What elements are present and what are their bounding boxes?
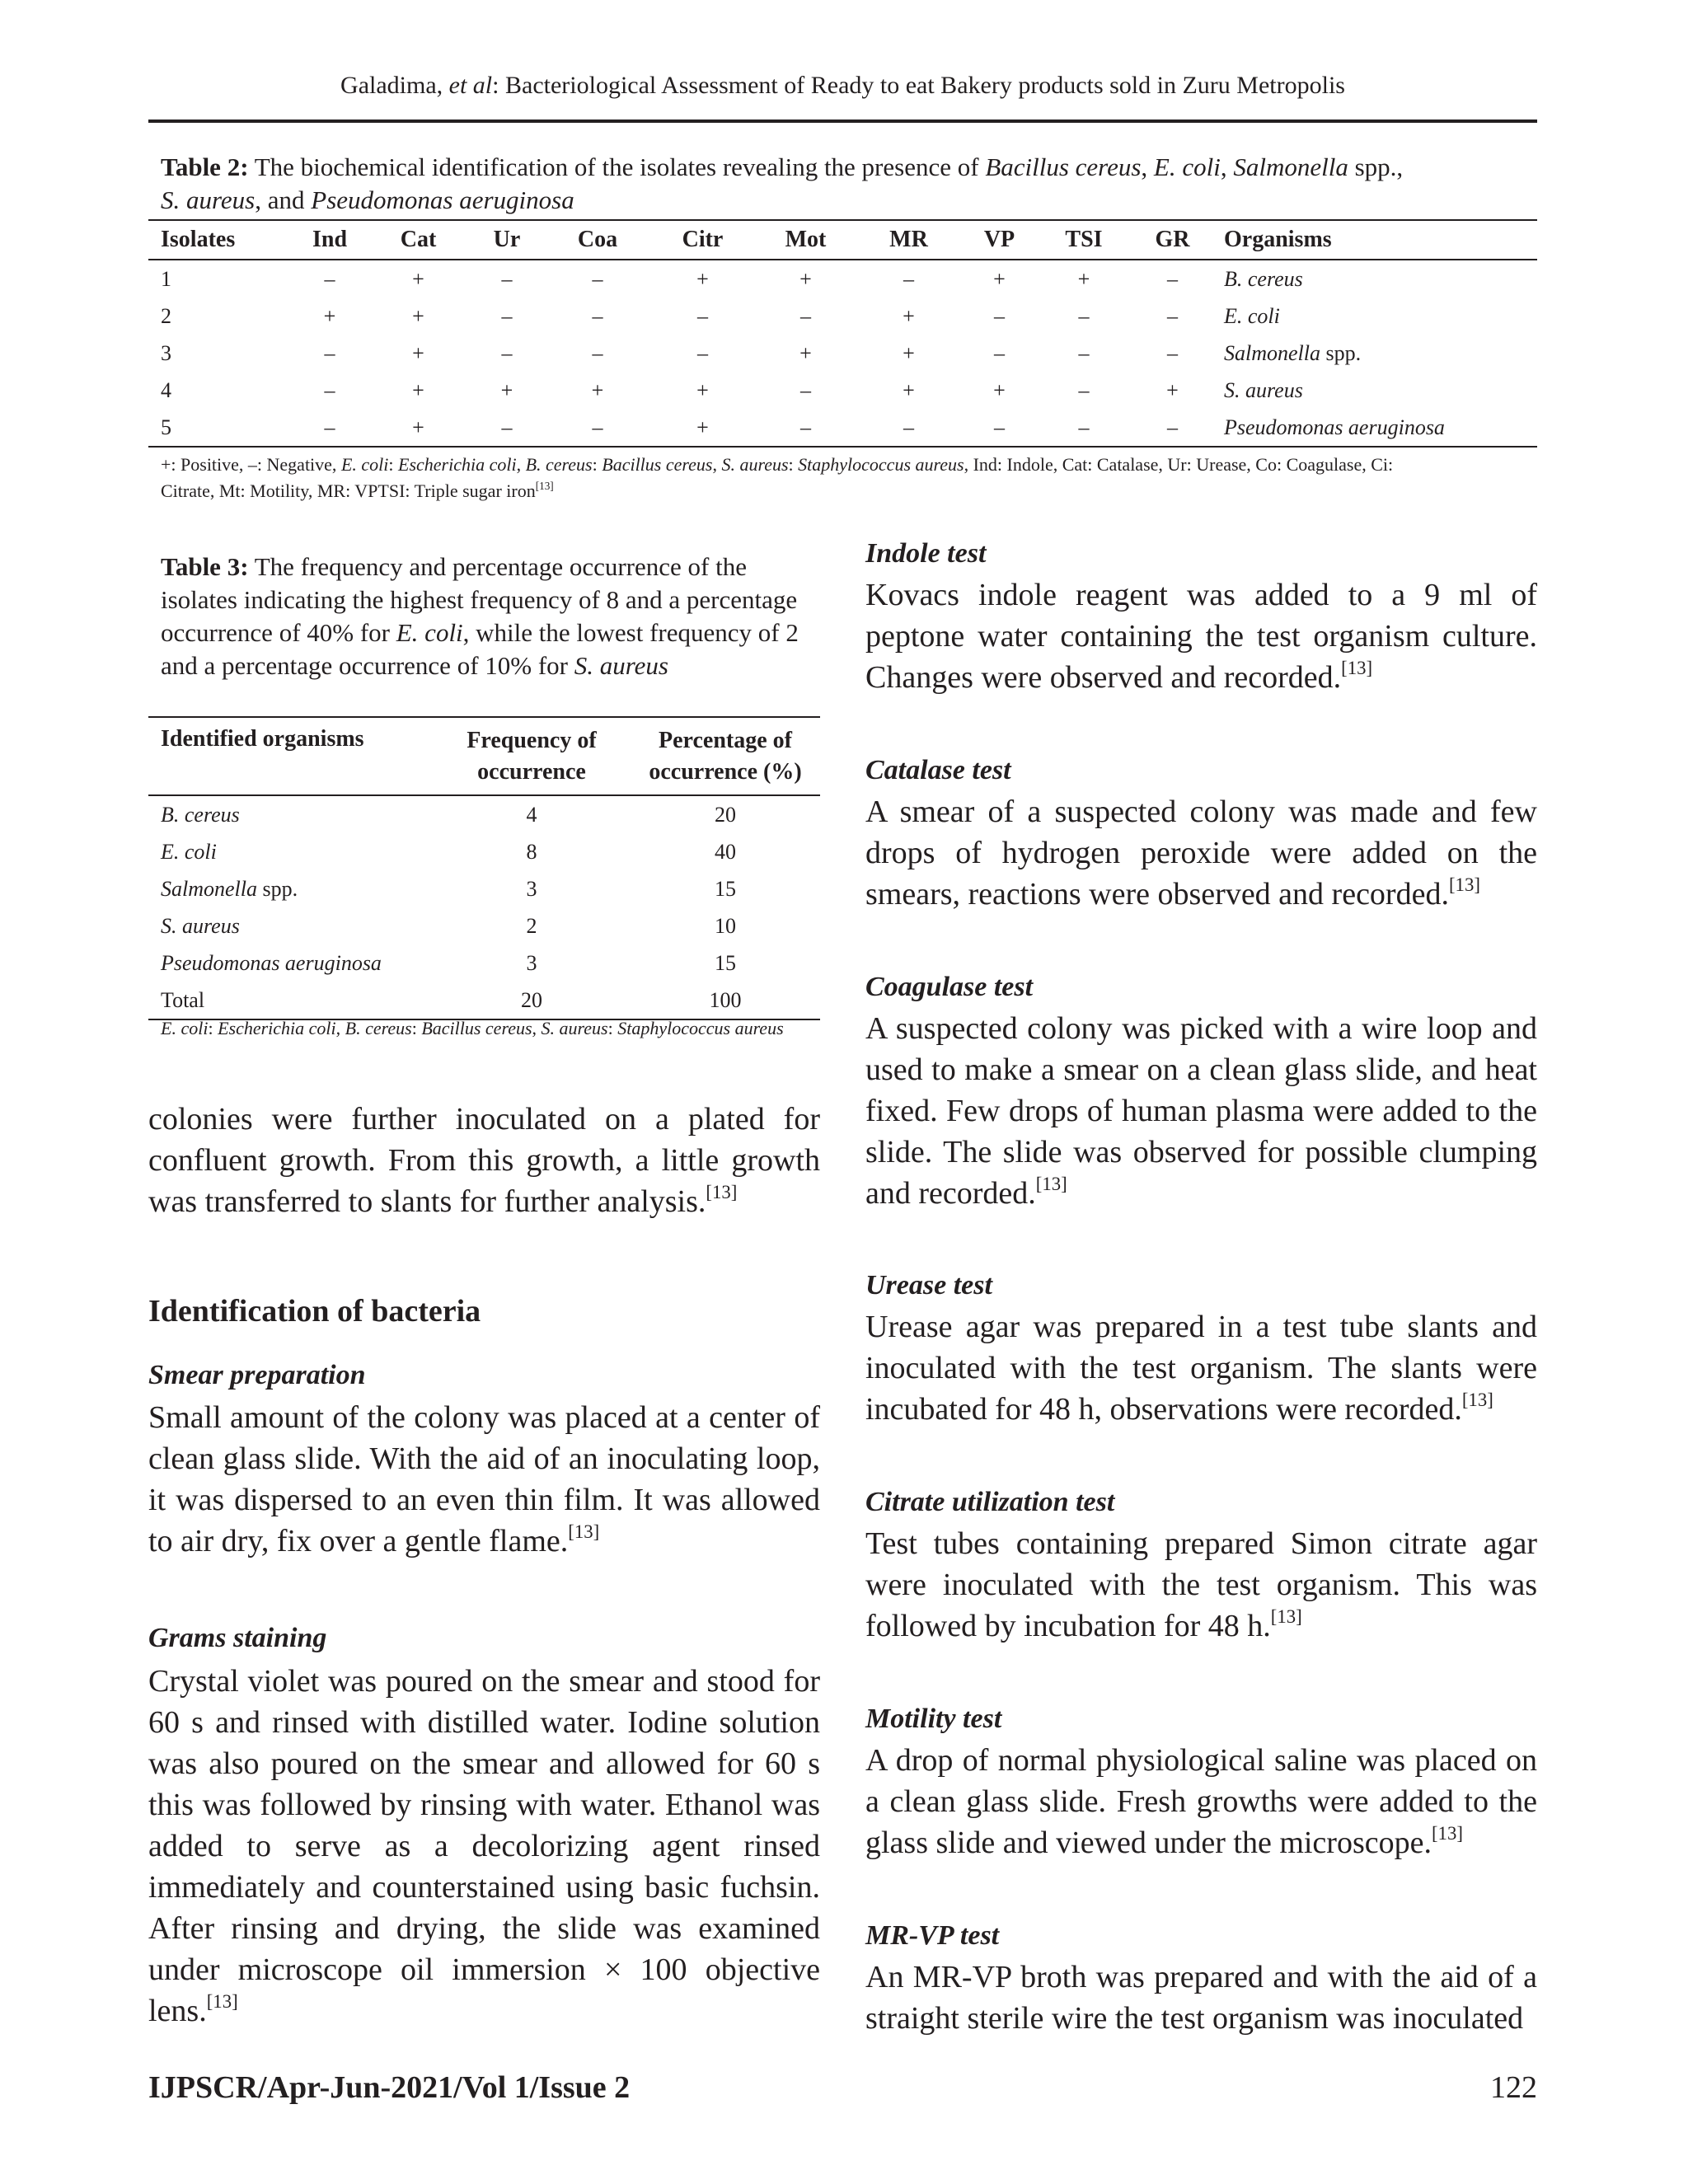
organism-suffix: spp. xyxy=(1320,340,1362,365)
subheading-citrate: Citrate utilization test xyxy=(865,1487,1115,1517)
table3-caption-species: E. coli xyxy=(396,618,463,647)
note-text: Citrate, Mt: Motility, MR: VPTSI: Triple sugar iron xyxy=(161,480,536,501)
table2-cell: – xyxy=(1039,409,1129,447)
table2-cell: + xyxy=(696,377,709,402)
table2-cell: – xyxy=(592,303,603,328)
table2-col-header: TSI xyxy=(1039,220,1129,260)
paragraph-text: colonies were further inoculated on a plated for confluent growth. From this growth, a little growth was transferred to slants for further analysis. xyxy=(148,1102,820,1219)
note-italic: Staphylococcus aureus xyxy=(798,454,964,475)
table2-cell: – xyxy=(903,266,914,291)
section-heading: Identification of bacteria xyxy=(148,1294,481,1329)
table2-cell: – xyxy=(960,409,1039,447)
citation-ref: [13] xyxy=(1341,658,1373,679)
table-row xyxy=(148,944,820,982)
table3-label: Table 3: xyxy=(161,552,249,581)
citation-ref: [13] xyxy=(1448,874,1480,896)
table3-caption-text: The frequency and percentage occurrence of the isolates indicating the highest frequency of 8 and a percentage occurrence of 40% for xyxy=(161,552,798,647)
citation-ref: [13] xyxy=(706,1182,738,1203)
paragraph-text: Crystal violet was poured on the smear and stood for 60 s and rinsed with distilled water. Iodine solution was also poured on the smear and allowed for 60 s this was followed by rinsing with water. Ethanol was added to serve as a decolorizing agent rinsed immediately and counterstained using basic fuchsin. After rinsing and drying, the slide was examined under microscope oil immersion × 100 objective lens. xyxy=(148,1664,820,2028)
table3-col-header xyxy=(631,717,820,795)
table2-cell: + xyxy=(591,377,604,402)
citation-ref: [13] xyxy=(568,1521,600,1543)
table2-organism xyxy=(1216,298,1537,335)
table2-col-header: Cat xyxy=(367,220,470,260)
indole-paragraph xyxy=(865,574,1537,698)
citation-ref: [13] xyxy=(1431,1823,1463,1844)
note-text: : xyxy=(388,454,398,475)
table2-cell: + xyxy=(412,340,424,365)
citation-ref: [13] xyxy=(1270,1606,1302,1628)
table2-organism xyxy=(1216,409,1537,447)
table2-cell: – xyxy=(1078,303,1090,328)
paragraph-text: A smear of a suspected colony was made and few drops of hydrogen peroxide were added on the smears, reactions were observed and recorded. xyxy=(865,794,1537,912)
table2-cell: + xyxy=(903,340,915,365)
table2-cell: + xyxy=(799,266,812,291)
table-row xyxy=(148,833,820,870)
table2-cell: – xyxy=(800,377,811,402)
table2-caption-text: , xyxy=(1220,152,1234,181)
note-text: , Ind: Indole, Cat: Catalase, Ur: Urease, Co: Coagulase, Ci: xyxy=(964,454,1394,475)
table2-cell: – xyxy=(501,266,513,291)
note-italic: Escherichia coli xyxy=(398,454,517,475)
organism-name: B. cereus xyxy=(161,802,240,827)
table2-cell: – xyxy=(592,266,603,291)
note-italic: B. cereus xyxy=(345,1018,412,1038)
table3-col-header: Identified organisms xyxy=(148,717,433,795)
table-row xyxy=(148,335,1537,372)
table2-col-header: Organisms xyxy=(1216,220,1537,260)
note-text: , xyxy=(335,1018,345,1038)
table3-frequency: 4 xyxy=(526,802,537,827)
table2-caption-species: E. coli xyxy=(1153,152,1221,181)
citation-ref: [13] xyxy=(206,1991,238,2013)
table2-cell: + xyxy=(696,266,709,291)
running-header xyxy=(148,69,1537,102)
organism-suffix: spp. xyxy=(257,876,298,901)
table2-isolate-id: 3 xyxy=(161,340,171,365)
table2-cell: – xyxy=(501,303,513,328)
footer-journal: IJPSCR/Apr-Jun-2021/Vol 1/Issue 2 xyxy=(148,2070,631,2105)
table2-cell: + xyxy=(323,303,336,328)
header-et-al: et al xyxy=(448,72,493,99)
table2-cell: + xyxy=(903,303,915,328)
note-text: , xyxy=(516,454,526,475)
table2-cell: + xyxy=(367,409,470,447)
organism-name: E. coli xyxy=(161,839,217,864)
table2-col-header: Citr xyxy=(651,220,754,260)
note-text: : xyxy=(788,454,799,475)
table2-col-header: GR xyxy=(1129,220,1216,260)
table3-percentage: 40 xyxy=(715,839,736,864)
table2-cell: + xyxy=(412,377,424,402)
organism-name: Salmonella xyxy=(1224,340,1320,365)
note-italic: Bacillus cereus xyxy=(602,454,713,475)
citrate-paragraph xyxy=(865,1523,1537,1647)
header-title: : Bacteriological Assessment of Ready to eat Bakery products sold in Zuru Metropolis xyxy=(492,72,1345,99)
table2-cell: – xyxy=(697,303,708,328)
table2-cell: + xyxy=(651,409,754,447)
table2-cell: – xyxy=(1167,266,1178,291)
subheading-grams: Grams staining xyxy=(148,1623,327,1653)
table3-percentage: 15 xyxy=(715,950,736,975)
grams-paragraph xyxy=(148,1661,820,2032)
table3-total-frequency: 20 xyxy=(433,982,631,1019)
citation-ref: [13] xyxy=(1035,1174,1067,1195)
table3-frequency: 2 xyxy=(526,913,537,938)
table2-col-header: Ur xyxy=(470,220,544,260)
paragraph-text: Kovacs indole reagent was added to a 9 ml of peptone water containing the test organism culture. Changes were observed and recorded. xyxy=(865,578,1537,695)
table2-cell: – xyxy=(293,409,367,447)
table2-organism xyxy=(1216,372,1537,409)
note-text: +: Positive, –: Negative, xyxy=(161,454,341,475)
table3-footnote xyxy=(161,1015,812,1042)
table2-cell: – xyxy=(1078,377,1090,402)
citation-ref: [13] xyxy=(1461,1390,1493,1411)
table2-cell: – xyxy=(1167,340,1178,365)
table3-organism xyxy=(148,833,433,870)
smear-paragraph xyxy=(148,1397,820,1562)
table3-total-label: Total xyxy=(148,982,433,1019)
table2-cell: – xyxy=(324,340,335,365)
table3-organism xyxy=(148,795,433,833)
table3-total-percentage: 100 xyxy=(631,982,820,1019)
table2-cell: + xyxy=(993,266,1006,291)
table2-cell: – xyxy=(470,409,544,447)
subheading-smear: Smear preparation xyxy=(148,1360,366,1390)
table-row xyxy=(148,795,820,833)
urease-paragraph xyxy=(865,1306,1537,1430)
table2-caption-species: Bacillus cereus xyxy=(985,152,1142,181)
note-italic: S. aureus xyxy=(541,1018,608,1038)
header-line: occurrence (%) xyxy=(649,758,802,785)
table2-caption xyxy=(161,151,1529,217)
table3-organism xyxy=(148,907,433,944)
table2-cell: – xyxy=(592,340,603,365)
header-line: Percentage of xyxy=(659,727,792,753)
note-italic: B. cereus xyxy=(525,454,593,475)
table2-cell: + xyxy=(412,266,424,291)
note-italic: Bacillus cereus xyxy=(421,1018,532,1038)
table2-caption-species: Pseudomonas aeruginosa xyxy=(311,185,574,214)
table2-cell: – xyxy=(754,409,857,447)
organism-name: S. aureus xyxy=(161,913,240,938)
table2 xyxy=(148,219,1537,448)
table3-frequency: 3 xyxy=(526,876,537,901)
note-italic: S. aureus xyxy=(721,454,789,475)
table2-cell: – xyxy=(1078,340,1090,365)
note-text: : xyxy=(592,454,603,475)
table2-caption-text: , xyxy=(1141,152,1154,181)
note-text: , xyxy=(532,1018,542,1038)
table-row xyxy=(148,372,1537,409)
subheading-catalase: Catalase test xyxy=(865,755,1011,785)
table-row xyxy=(148,409,1537,447)
organism-name: E. coli xyxy=(1224,303,1280,328)
page-number: 122 xyxy=(1490,2070,1537,2105)
table3-caption xyxy=(161,551,820,682)
table2-footnote xyxy=(161,452,1529,504)
table2-cell: – xyxy=(994,340,1005,365)
table-row xyxy=(148,870,820,907)
table3-percentage: 10 xyxy=(715,913,736,938)
table2-cell: – xyxy=(1129,409,1216,447)
table2-cell: – xyxy=(697,340,708,365)
table2-cell: – xyxy=(800,303,811,328)
subheading-indole: Indole test xyxy=(865,538,987,569)
table2-cell: + xyxy=(1166,377,1179,402)
table2-organism xyxy=(1216,335,1537,372)
mrvp-paragraph: An MR-VP broth was prepared and with the aid of a straight sterile wire the test organism was inoculated xyxy=(865,1960,1537,2036)
table3-organism xyxy=(148,870,433,907)
table2-cell: – xyxy=(1167,303,1178,328)
header-line: occurrence xyxy=(477,758,586,785)
table2-cell: – xyxy=(857,409,960,447)
table2-caption-text: spp., xyxy=(1348,152,1404,181)
organism-name: B. cereus xyxy=(1224,266,1303,291)
organism-name: Pseudomonas aeruginosa xyxy=(1224,415,1445,439)
table2-isolate-id: 4 xyxy=(161,377,171,402)
table2-col-header: Isolates xyxy=(148,220,293,260)
catalase-paragraph xyxy=(865,791,1537,915)
table2-caption-text: , and xyxy=(255,185,312,214)
table-row xyxy=(148,907,820,944)
table3-frequency: 3 xyxy=(526,950,537,975)
header-rule xyxy=(148,120,1537,123)
note-text: : xyxy=(411,1018,422,1038)
table3-percentage: 20 xyxy=(715,802,736,827)
table2-cell: + xyxy=(500,377,513,402)
organism-name: Pseudomonas aeruginosa xyxy=(161,950,382,975)
table2-cell: + xyxy=(412,303,424,328)
subheading-coagulase: Coagulase test xyxy=(865,972,1034,1002)
citation-ref: [13] xyxy=(535,479,554,492)
organism-name: Salmonella xyxy=(161,876,257,901)
table3-total-row xyxy=(148,982,820,1019)
note-text: : xyxy=(208,1018,218,1038)
header-line: Frequency of xyxy=(467,727,597,753)
table2-caption-species: S. aureus xyxy=(161,185,256,214)
table3-organism xyxy=(148,944,433,982)
header-authors: Galadima, xyxy=(340,72,449,99)
table3-caption-species: S. aureus xyxy=(574,651,668,680)
paragraph-text: Small amount of the colony was placed at a center of clean glass slide. With the aid of an inoculating loop, it was dispersed to an even thin film. It was allowed to air dry, fix over a gentle flame. xyxy=(148,1400,820,1558)
table3-header-row xyxy=(148,717,820,795)
table2-cell: + xyxy=(903,377,915,402)
table2-cell: + xyxy=(799,340,812,365)
subheading-motility: Motility test xyxy=(865,1704,1002,1734)
paragraph-text: A drop of normal physiological saline was placed on a clean glass slide. Fresh growths were added to the glass slide and viewed under the microscope. xyxy=(865,1743,1537,1860)
motility-paragraph xyxy=(865,1740,1537,1863)
note-text: : xyxy=(607,1018,618,1038)
table2-col-header: MR xyxy=(857,220,960,260)
note-italic: E. coli xyxy=(161,1018,209,1038)
table2-isolate-id: 5 xyxy=(148,409,293,447)
table2-col-header: Ind xyxy=(293,220,367,260)
paragraph-text: Urease agar was prepared in a test tube slants and inoculated with the test organism. The slants were incubated for 48 h, observations were recorded. xyxy=(865,1310,1537,1427)
table2-col-header: Mot xyxy=(754,220,857,260)
table2-cell: – xyxy=(544,409,651,447)
table2-organism xyxy=(1216,260,1537,298)
table3-col-header xyxy=(433,717,631,795)
table2-col-header: Coa xyxy=(544,220,651,260)
note-italic: Escherichia coli xyxy=(218,1018,336,1038)
table2-caption-text: The biochemical identification of the isolates revealing the presence of xyxy=(248,152,986,181)
subheading-urease: Urease test xyxy=(865,1270,992,1301)
continuation-paragraph xyxy=(148,1099,820,1222)
table2-header-row xyxy=(148,220,1537,260)
table3-percentage: 15 xyxy=(715,876,736,901)
table2-cell: + xyxy=(993,377,1006,402)
table2-isolate-id: 2 xyxy=(161,303,171,328)
table2-cell: – xyxy=(501,340,513,365)
table2-cell: – xyxy=(324,266,335,291)
table2-isolate-id: 1 xyxy=(161,266,171,291)
table2-cell: + xyxy=(1077,266,1090,291)
paragraph-text: Test tubes containing prepared Simon citrate agar were inoculated with the test organism. This was followed by incubation for 48 h. xyxy=(865,1526,1537,1643)
table-row xyxy=(148,260,1537,298)
table2-label: Table 2: xyxy=(161,152,249,181)
paragraph-text: A suspected colony was picked with a wire loop and used to make a smear on a clean glass slide, and heat fixed. Few drops of human plasma were added to the slide. The slide was observed for possible clumping and recorded. xyxy=(865,1011,1537,1211)
note-italic: E. coli xyxy=(340,454,389,475)
table2-col-header: VP xyxy=(960,220,1039,260)
note-italic: Staphylococcus aureus xyxy=(617,1018,784,1038)
subheading-mrvp: MR-VP test xyxy=(865,1920,1000,1951)
table3-caption-text: , while the lowest frequency of 2 and a percentage occurrence of 10% for xyxy=(161,618,799,680)
table3-frequency: 8 xyxy=(526,839,537,864)
table-row xyxy=(148,298,1537,335)
table3 xyxy=(148,716,820,1020)
note-text: , xyxy=(712,454,722,475)
organism-name: S. aureus xyxy=(1224,377,1303,402)
table2-caption-species: Salmonella xyxy=(1233,152,1348,181)
table2-cell: – xyxy=(994,303,1005,328)
table2-cell: – xyxy=(324,377,335,402)
coagulase-paragraph xyxy=(865,1008,1537,1214)
